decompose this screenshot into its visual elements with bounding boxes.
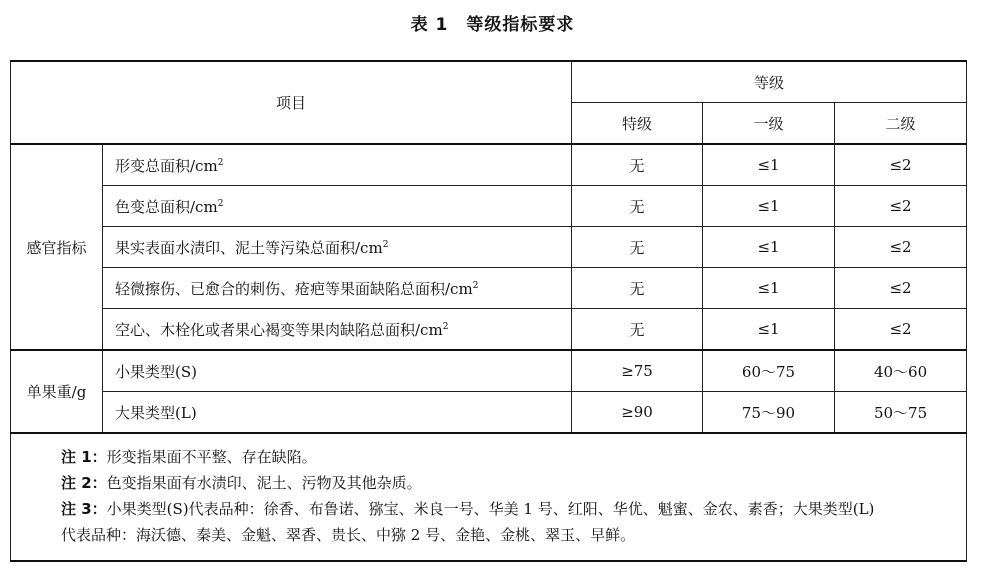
grade-value-cell: 无 xyxy=(572,309,703,351)
caption-title: 等级指标要求 xyxy=(466,15,575,35)
grade-value-cell: 40～60 xyxy=(835,350,967,392)
row-label xyxy=(103,227,572,268)
grade-value-cell: 无 xyxy=(572,227,703,268)
row-label-text: 形变总面积/cm xyxy=(115,156,218,175)
table-body xyxy=(11,144,967,433)
grade-value-cell: ≤1 xyxy=(703,227,835,268)
row-label-text: 小果类型(S) xyxy=(115,362,197,381)
grade-value-cell: ≤2 xyxy=(835,268,967,309)
grade-requirements-table xyxy=(10,60,967,562)
table-row xyxy=(11,144,967,186)
grade-value-cell: 75～90 xyxy=(703,392,835,434)
note-text: 形变指果面不平整、存在缺陷。 xyxy=(106,448,317,466)
grade-value-cell: 无 xyxy=(572,144,703,186)
grade-value-cell: 50～75 xyxy=(835,392,967,434)
table-row xyxy=(11,392,967,434)
header-grade-group: 等级 xyxy=(572,61,967,103)
header-item: 项目 xyxy=(11,61,572,144)
unit-superscript: 2 xyxy=(442,321,449,332)
note-label: 注 3： xyxy=(61,500,107,518)
group-label: 单果重/g xyxy=(11,350,103,433)
unit-superscript: 2 xyxy=(382,239,389,250)
grade-value-cell: 60～75 xyxy=(703,350,835,392)
grade-value-cell: ≤2 xyxy=(835,186,967,227)
unit-superscript: 2 xyxy=(472,280,479,291)
grade-value-cell: ≤1 xyxy=(703,144,835,186)
note-line xyxy=(61,496,954,522)
unit-superscript: 2 xyxy=(217,198,224,209)
row-label-text: 空心、木栓化或者果心褐变等果肉缺陷总面积/cm xyxy=(115,320,443,339)
grade-value-cell: ≥75 xyxy=(572,350,703,392)
note-line xyxy=(61,470,954,496)
row-label-text: 轻微擦伤、已愈合的刺伤、疮疤等果面缺陷总面积/cm xyxy=(115,279,473,298)
grade-value-cell: ≤1 xyxy=(703,268,835,309)
row-label xyxy=(103,350,572,392)
unit-superscript: 2 xyxy=(217,157,224,168)
table-row xyxy=(11,227,967,268)
note-text: 小果类型(S)代表品种：徐香、布鲁诺、猕宝、米良一号、华美 1 号、红阳、华优、魁蜜、金农、素香；大果类型(L) xyxy=(106,500,875,518)
row-label xyxy=(103,268,572,309)
table-row xyxy=(11,186,967,227)
row-label xyxy=(103,392,572,434)
row-label xyxy=(103,309,572,351)
grade-value-cell: ≤1 xyxy=(703,186,835,227)
note-line xyxy=(61,444,954,470)
header-grade-second: 二级 xyxy=(835,103,967,145)
notes-cell xyxy=(11,433,967,561)
caption-number: 表 1 xyxy=(410,15,449,35)
note-label: 注 1： xyxy=(61,448,107,466)
grade-value-cell: 无 xyxy=(572,268,703,309)
note-line xyxy=(61,522,954,548)
header-grade-first: 一级 xyxy=(703,103,835,145)
grade-value-cell: 无 xyxy=(572,186,703,227)
row-label-text: 色变总面积/cm xyxy=(115,197,218,216)
grade-value-cell: ≥90 xyxy=(572,392,703,434)
group-label: 感官指标 xyxy=(11,144,103,350)
row-label-text: 果实表面水渍印、泥土等污染总面积/cm xyxy=(115,238,383,257)
table-row xyxy=(11,309,967,351)
row-label xyxy=(103,186,572,227)
note-text: 色变指果面有水渍印、泥土、污物及其他杂质。 xyxy=(106,474,422,492)
row-label-text: 大果类型(L) xyxy=(115,403,197,422)
row-label xyxy=(103,144,572,186)
grade-value-cell: ≤2 xyxy=(835,227,967,268)
grade-value-cell: ≤2 xyxy=(835,309,967,351)
note-label: 注 2： xyxy=(61,474,107,492)
grade-value-cell: ≤2 xyxy=(835,144,967,186)
note-text: 代表品种：海沃德、秦美、金魁、翠香、贵长、中猕 2 号、金艳、金桃、翠玉、早鲜。 xyxy=(61,526,636,544)
grade-value-cell: ≤1 xyxy=(703,309,835,351)
table-caption xyxy=(0,10,985,35)
header-grade-special: 特级 xyxy=(572,103,703,145)
table-row xyxy=(11,350,967,392)
notes-list xyxy=(61,444,954,548)
table-row xyxy=(11,268,967,309)
